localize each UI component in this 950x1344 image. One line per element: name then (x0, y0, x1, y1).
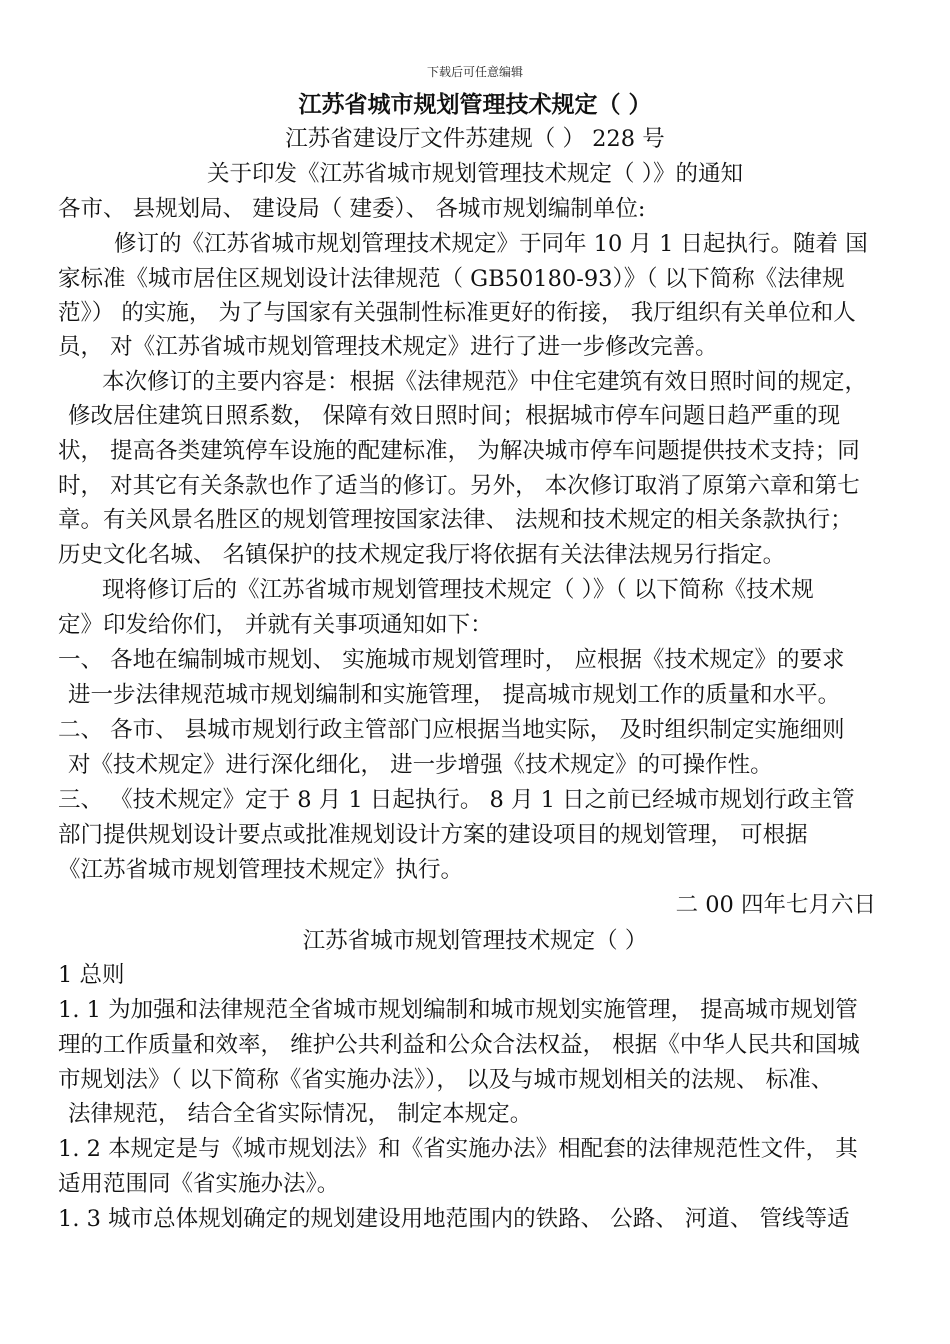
notice-date: 二 00 四年七月六日 (675, 892, 876, 918)
body-line: 家标准《城市居住区规划设计法律规范（ GB50180-93）》（ 以下简称《法律规 (58, 266, 845, 292)
notice-item-2: 二、 各市、 县城市规划行政主管部门应根据当地实际， 及时组织制定实施细则 (58, 717, 845, 743)
document-title: 江苏省城市规划管理技术规定（ ） (298, 91, 652, 118)
body-line: 修改居住建筑日照系数， 保障有效日照时间；根据城市停车问题日趋严重的现 (68, 403, 841, 429)
clause-line: 1. 2 本规定是与《城市规划法》和《省实施办法》相配套的法律规范性文件， 其 (58, 1136, 858, 1162)
notice-item-3: 三、 《技术规定》定于 8 月 1 日起执行。 8 月 1 日之前已经城市规划行政主管 (58, 787, 855, 813)
notice-item-3-cont: 《江苏省城市规划管理技术规定》执行。 (58, 857, 464, 883)
clause-line: 1. 3 城市总体规划确定的规划建设用地范围内的铁路、 公路、 河道、 管线等适 (58, 1206, 850, 1232)
document-number: 江苏省建设厅文件苏建规（ ） 228 号 (285, 126, 665, 152)
header-note: 下载后可任意编辑 (426, 65, 523, 79)
clause-line: 法律规范， 结合全省实际情况， 制定本规定。 (68, 1101, 533, 1127)
body-line: 现将修订后的《江苏省城市规划管理技术规定（ ）》（ 以下简称《技术规 (102, 577, 814, 603)
addressees: 各市、 县规划局、 建设局（ 建委）、 各城市规划编制单位: (58, 196, 646, 222)
clause-line: 理的工作质量和效率， 维护公共利益和公众合法权益， 根据《中华人民共和国城 (58, 1032, 860, 1058)
clause-line: 适用范围同《省实施办法》。 (58, 1171, 340, 1197)
body-line: 状， 提高各类建筑停车设施的配建标准， 为解决城市停车问题提供技术支持；同 (58, 438, 860, 464)
body-line: 章。有关风景名胜区的规划管理按国家法律、 法规和技术规定的相关条款执行； (58, 507, 853, 533)
section-title: 江苏省城市规划管理技术规定（ ） (302, 928, 648, 954)
notice-item-1-cont: 进一步法律规范城市规划编制和实施管理， 提高城市规划工作的质量和水平。 (68, 682, 841, 708)
notice-item-3-cont: 部门提供规划设计要点或批准规划设计方案的建设项目的规划管理， 可根据 (58, 822, 808, 848)
notice-item-2-cont: 对《技术规定》进行深化细化， 进一步增强《技术规定》的可操作性。 (68, 752, 773, 778)
notice-item-1: 一、 各地在编制城市规划、 实施城市规划管理时， 应根据《技术规定》的要求 (58, 647, 845, 673)
body-line: 历史文化名城、 名镇保护的技术规定我厅将依据有关法律法规另行指定。 (58, 542, 786, 568)
notice-title: 关于印发《江苏省城市规划管理技术规定（ ）》的通知 (207, 161, 743, 187)
body-line: 定》印发给你们， 并就有关事项通知如下： (58, 612, 493, 638)
clause-line: 1. 1 为加强和法律规范全省城市规划编制和城市规划实施管理， 提高城市规划管 (58, 997, 858, 1023)
body-line: 修订的《江苏省城市规划管理技术规定》于同年 10 月 1 日起执行。随着 国 (114, 231, 868, 257)
body-line: 范》） 的实施， 为了与国家有关强制性标准更好的衔接， 我厅组织有关单位和人 (58, 300, 856, 326)
body-line: 本次修订的主要内容是：根据《法律规范》中住宅建筑有效日照时间的规定， (102, 369, 868, 395)
clause-line: 市规划法》（ 以下简称《省实施办法》）， 以及与城市规划相关的法规、 标准、 (58, 1067, 834, 1093)
body-line: 员， 对《江苏省城市规划管理技术规定》进行了进一步修改完善。 (58, 334, 718, 360)
body-line: 时， 对其它有关条款也作了适当的修订。另外， 本次修订取消了原第六章和第七 (58, 473, 860, 499)
chapter-heading: 1 总则 (58, 962, 125, 988)
